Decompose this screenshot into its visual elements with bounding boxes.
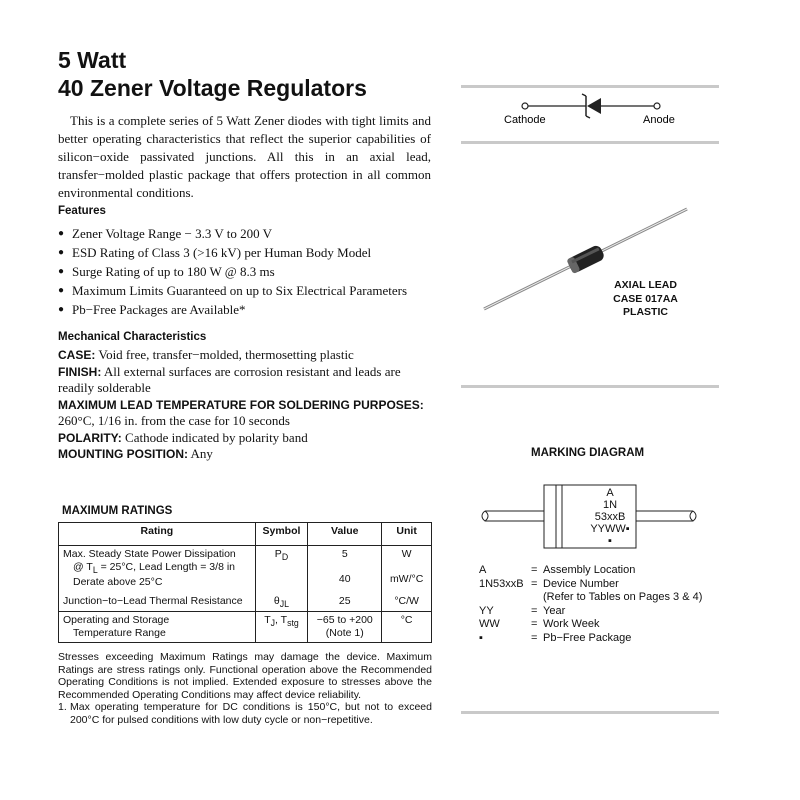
legend-row: A = Assembly Location bbox=[479, 564, 636, 576]
ratings-notes bbox=[58, 651, 432, 726]
finish-text: All external surfaces are corrosion resistant and leads are readily solderable bbox=[58, 363, 401, 395]
header-symbol: Symbol bbox=[255, 523, 308, 546]
intro-paragraph: This is a complete series of 5 Watt Zener diodes with tight limits and better operating characteristics that reflect the superior capabilities of silicon−oxide passivated junctions. All this in an axial lead, transfer−molded plastic package that offers protection in all common environmental conditions. bbox=[58, 113, 431, 200]
rating-cell: Junction−to−Lead Thermal Resistance bbox=[59, 591, 256, 612]
divider bbox=[461, 141, 719, 144]
legend-row: WW = Work Week bbox=[479, 618, 600, 630]
marking-legend bbox=[479, 564, 702, 645]
table-row bbox=[59, 611, 432, 642]
polarity-label: POLARITY: bbox=[58, 430, 122, 445]
legend-row: YY = Year bbox=[479, 604, 566, 617]
rating-cell: Operating and Storage Temperature Range bbox=[59, 611, 256, 642]
header-value: Value bbox=[308, 523, 382, 546]
case-text: Void free, transfer−molded, thermosetting plastic bbox=[98, 347, 354, 362]
features-heading: Features bbox=[58, 205, 106, 217]
stress-note: Stresses exceeding Maximum Ratings may damage the device. Maximum Ratings are stress ratings only. Functional operation above the Recommended Operating Conditions is not implied. Extended exposure to stresses above the Recommended Operating Conditions may affect device reliability. bbox=[58, 651, 432, 701]
marking-text: A 1N 53xxB YYWW▪ ▪ bbox=[590, 487, 630, 547]
header-rating: Rating bbox=[59, 523, 256, 546]
ratings-heading: MAXIMUM RATINGS bbox=[62, 505, 173, 517]
feature-item: ● Zener Voltage Range − 3.3 V to 200 V bbox=[58, 224, 438, 243]
features-list bbox=[58, 224, 438, 319]
note-1: 1. Max operating temperature for DC conditions is 150°C, but not to exceed 200°C for pulsed conditions with low duty cycle or non−repetitive. bbox=[58, 701, 432, 726]
temp-text: 260°C, 1/16 in. from the case for 10 seconds bbox=[58, 413, 290, 428]
legend-row: ▪ = Pb−Free Package bbox=[479, 631, 632, 644]
rating-cell: Max. Steady State Power Dissipation @ $T_L = 25^\circ C$, Lead Length = 3/8 in Derate above 25°C bbox=[59, 546, 256, 591]
ratings-table bbox=[58, 522, 432, 643]
divider bbox=[461, 85, 719, 88]
feature-item: ● Maximum Limits Guaranteed on up to Six Electrical Parameters bbox=[58, 281, 438, 300]
divider bbox=[461, 385, 719, 388]
cathode-label: Cathode bbox=[504, 114, 546, 126]
table-row bbox=[59, 591, 432, 612]
title-line-2: 40 Zener Voltage Regulators bbox=[58, 75, 367, 101]
divider bbox=[461, 711, 719, 714]
symbol-cell: $\theta_{JL}$ bbox=[255, 591, 308, 612]
unit-cell: °C/W bbox=[382, 591, 432, 612]
anode-label: Anode bbox=[643, 114, 675, 126]
mechanical-heading: Mechanical Characteristics bbox=[58, 331, 207, 343]
symbol-cell: $P_D$ bbox=[255, 546, 308, 591]
table-row bbox=[59, 546, 432, 591]
feature-item: ● Pb−Free Packages are Available* bbox=[58, 300, 438, 319]
mounting-label: MOUNTING POSITION: bbox=[58, 447, 188, 461]
value-cell: 25 bbox=[308, 591, 382, 612]
symbol-cell: $T_J$, $T_{stg}$ bbox=[255, 611, 308, 642]
marking-heading: MARKING DIAGRAM bbox=[531, 447, 645, 459]
table-header-row bbox=[59, 523, 432, 546]
unit-cell: °C bbox=[382, 611, 432, 642]
title-line-1: 5 Watt bbox=[58, 47, 127, 73]
feature-item: ● Surge Rating of up to 180 W @ 8.3 ms bbox=[58, 262, 438, 281]
unit-cell: W mW/°C bbox=[382, 546, 432, 591]
package-label: AXIAL LEAD CASE 017AA PLASTIC bbox=[613, 279, 678, 318]
temp-label: MAXIMUM LEAD TEMPERATURE FOR SOLDERING PURPOSES: bbox=[58, 397, 424, 412]
mechanical-characteristics bbox=[58, 347, 438, 463]
legend-row: (Refer to Tables on Pages 3 & 4) bbox=[543, 591, 703, 603]
case-label: CASE: bbox=[58, 348, 96, 362]
mounting-text: Any bbox=[190, 446, 213, 461]
header-unit: Unit bbox=[382, 523, 432, 546]
diode-symbol bbox=[470, 92, 720, 132]
value-cell: 5 40 bbox=[308, 546, 382, 591]
finish-label: FINISH: bbox=[58, 364, 102, 379]
polarity-text: Cathode indicated by polarity band bbox=[125, 429, 308, 445]
diode-body bbox=[566, 244, 605, 274]
value-cell: −65 to +200 (Note 1) bbox=[308, 611, 382, 642]
page-title bbox=[58, 46, 367, 102]
feature-item: ● ESD Rating of Class 3 (>16 kV) per Human Body Model bbox=[58, 243, 438, 262]
legend-row: 1N53xxB = Device Number bbox=[479, 577, 619, 590]
